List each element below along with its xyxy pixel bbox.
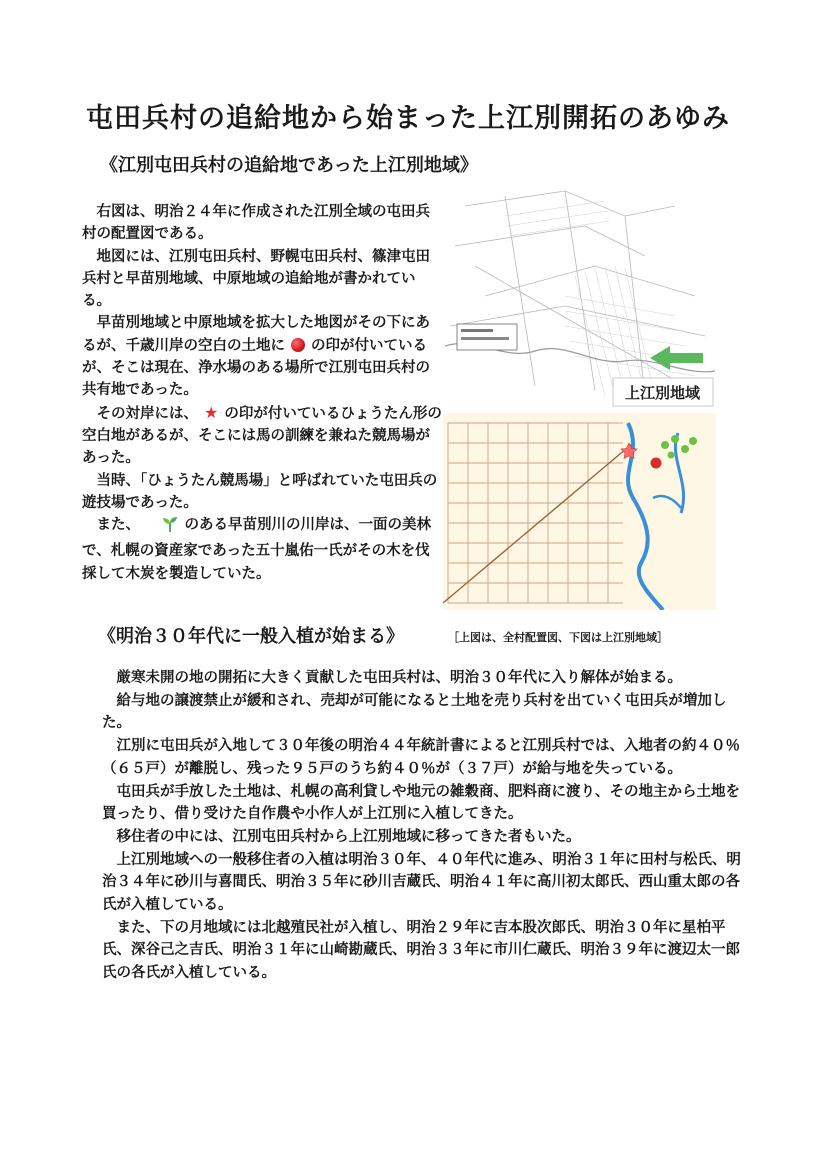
body-paragraph: 給与地の譲渡禁止が緩和され、売却が可能になると土地を売り兵村を出ていく屯田兵が増加した。 [102, 692, 727, 732]
body-paragraph: 移住者の中には、江別屯田兵村から上江別地域に移ってきた者もいた。 [116, 828, 581, 845]
intro-text-segment: 早苗別地域と中原地域を拡大した地図がその下にあるが、千歳川岸の空白の土地に [82, 315, 430, 354]
intro-paragraph [82, 312, 444, 401]
intro-text [82, 201, 444, 585]
overall-village-map [445, 186, 715, 411]
red-dot-marker-icon [651, 458, 662, 469]
intro-text-segment: その対岸には、 [96, 405, 198, 422]
main-body-text [102, 667, 742, 985]
page-title: 屯田兵村の追給地から始まった上江別開拓のあゆみ [86, 103, 730, 134]
map-caption: ［上図は、全村配置図、下図は上江別地域］ [448, 631, 668, 644]
red-dot-marker-icon [291, 338, 305, 352]
red-star-marker-icon: ★ [204, 402, 219, 422]
body-paragraph: また、下の月地域には北越殖民社が入植し、明治２９年に吉本股次郎氏、明治３０年に星柏平氏、深谷己之吉氏、明治３１年に山崎勘蔵氏、明治３３年に市川仁蔵氏、明治３９年に渡辺太一郎氏の各氏が入植している。 [102, 919, 740, 982]
map-region-label: 上江別地域 [625, 384, 701, 402]
body-paragraph: 江別に屯田兵が入地して３０年後の明治４４年統計書によると江別兵村では、入地者の約４０％（６５戸）が離脱し、残った９５戸のうち約４０％が（３７戸）が給与地を失っている。 [102, 738, 740, 777]
intro-paragraph: 右図は、明治２４年に作成された江別全域の屯田兵村の配置図である。 [82, 204, 430, 243]
kamiebetsu-area-map [443, 413, 716, 610]
body-paragraph: 上江別地域への一般移住者の入植は明治３０年、４０年代に進み、明治３１年に田村与松氏、明治３４年に砂川与喜間氏、明治３５年に砂川吉蔵氏、明治４１年に高川初太郎氏、西山重太郎の各氏が入植している。 [102, 851, 741, 914]
intro-paragraph [82, 514, 444, 585]
intro-text-segment: の印が付いているが、そこは現在、浄水場のある場所で江別屯田兵村の共有地であった。 [82, 337, 430, 399]
body-paragraph: 厳寒未開の地の開拓に大きく貢献した屯田兵村は、明治３０年代に入り解体が始まる。 [116, 670, 682, 686]
body-paragraph: 屯田兵が手放した土地は、札幌の高利貸しや地元の雑穀商、肥料商に渡り、その地主から土地を買ったり、借り受けた自作農や小作人が上江別に入植してきた。 [102, 783, 740, 823]
section-heading-meiji30s: 《明治３０年代に一般入植が始まる》 [98, 626, 404, 647]
section-heading-kamiebetsu: 《江別屯田兵村の追給地であった上江別地域》 [100, 155, 478, 176]
intro-text-segment: また、 [96, 517, 140, 534]
intro-text-segment: のある早苗別川の川岸は、一面の美林で、札幌の資産家であった五十嵐佑一氏がその木を伐採して木炭を製造していた。 [82, 517, 431, 582]
intro-text-segment: の印が付いているひょうたん形の空白地があるが、そこには馬の訓練を兼ねた競馬場があった。 [82, 405, 442, 467]
intro-paragraph: 当時、「ひょうたん競馬場」と呼ばれていた屯田兵の遊技場であった。 [82, 472, 438, 511]
sprout-icon [146, 515, 179, 540]
intro-paragraph: 地図には、江別屯田兵村、野幌屯田兵村、篠津屯田兵村と早苗別地域、中原地域の追給地が書かれている。 [82, 248, 430, 310]
intro-paragraph [82, 402, 444, 470]
